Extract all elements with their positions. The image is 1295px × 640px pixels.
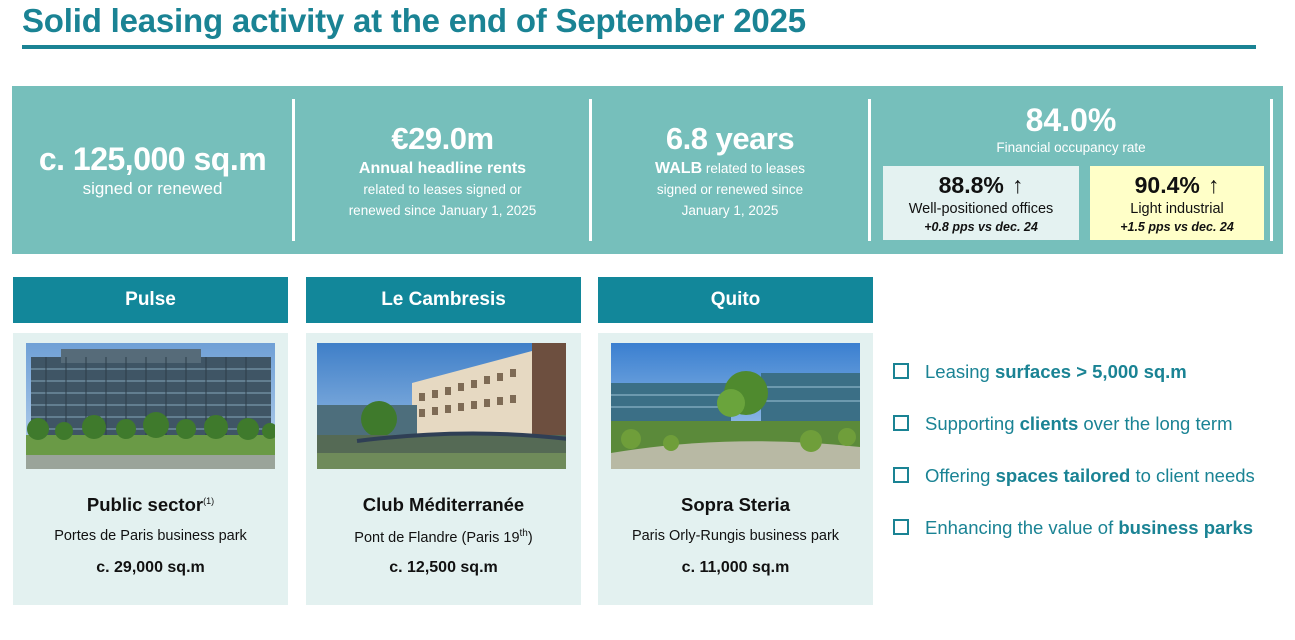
card-area-quito: c. 11,000 sq.m [681, 559, 790, 576]
card-location-pulse: Portes de Paris business park [54, 528, 247, 544]
subkpi-offices [883, 166, 1079, 240]
list-item [893, 360, 1255, 412]
kpi-rents-line1: related to leases signed or [363, 181, 522, 197]
checkbox-square-icon [893, 363, 909, 379]
highlights-list [893, 360, 1255, 568]
list-item [893, 516, 1255, 568]
footnote-marker: (1) [203, 495, 215, 506]
kpi-surface-value: c. 125,000 sq.m [38, 141, 267, 177]
card-location-suffix: th [519, 528, 528, 539]
card-tenant-le-cambresis: Club Méditerranée [362, 494, 525, 515]
card-header-le-cambresis: Le Cambresis [306, 277, 581, 323]
subkpi-industrial [1090, 166, 1264, 240]
kpi-walb-line1: related to leases [702, 160, 805, 176]
kpi-walb-title: WALB [655, 159, 703, 177]
kpi-surface-label: signed or renewed [82, 179, 223, 198]
card-location-quito: Paris Orly-Rungis business park [631, 528, 840, 544]
subkpi-offices-label: Well-positioned offices [908, 200, 1054, 217]
kpi-walb [592, 86, 868, 254]
card-le-cambresis [306, 333, 581, 605]
bullet-text-end: over the long term [1078, 413, 1233, 434]
kpi-band [12, 86, 1283, 254]
building-photo-le-cambresis [317, 343, 566, 469]
bullet-emphasis: clients [1019, 413, 1079, 434]
card-area-le-cambresis: c. 12,500 sq.m [389, 559, 498, 576]
bullet-emphasis: spaces tailored [995, 465, 1131, 486]
kpi-rents-line2: renewed since January 1, 2025 [348, 202, 537, 218]
list-item [893, 464, 1255, 516]
kpi-surface [12, 86, 293, 254]
card-area-pulse: c. 29,000 sq.m [96, 559, 205, 576]
card-location-le-cambresis: Pont de Flandre (Paris 19 [354, 529, 520, 546]
page-title: Solid leasing activity at the end of September 2025 [22, 2, 806, 39]
bullet-emphasis: surfaces > 5,000 sq.m [994, 361, 1187, 382]
subkpi-industrial-value: 90.4% [1134, 171, 1200, 198]
bullet-text: Enhancing the value of [925, 517, 1119, 538]
kpi-walb-value: 6.8 years [665, 120, 795, 156]
kpi-rents-value: €29.0m [391, 120, 494, 156]
card-quito [598, 333, 873, 605]
bullet-text: Supporting [925, 413, 1020, 434]
checkbox-square-icon [893, 467, 909, 483]
kpi-rents-title: Annual headline rents [358, 159, 527, 177]
bullet-text: Leasing [925, 361, 995, 382]
bullet-text: Offering [925, 465, 996, 486]
kpi-occupancy-value: 84.0% [1025, 102, 1117, 138]
card-pulse [13, 333, 288, 605]
title-underline [22, 45, 1256, 49]
bullet-text-end: to client needs [1130, 465, 1255, 486]
kpi-divider [1270, 99, 1273, 241]
card-header-pulse: Pulse [13, 277, 288, 323]
subkpi-industrial-delta: +1.5 pps vs dec. 24 [1120, 219, 1234, 234]
kpi-occupancy-label: Financial occupancy rate [996, 140, 1146, 155]
building-photo-quito [611, 343, 860, 469]
kpi-walb-line2: signed or renewed since [656, 181, 804, 197]
arrow-up-icon: ↑ [1011, 171, 1024, 198]
subkpi-industrial-label: Light industrial [1130, 200, 1224, 217]
bullet-emphasis: business parks [1118, 517, 1254, 538]
checkbox-square-icon [893, 519, 909, 535]
card-header-quito: Quito [598, 277, 873, 323]
card-tenant-quito: Sopra Steria [681, 494, 790, 515]
building-photo-pulse [26, 343, 275, 469]
subkpi-offices-delta: +0.8 pps vs dec. 24 [924, 219, 1038, 234]
list-item [893, 412, 1255, 464]
kpi-walb-line3: January 1, 2025 [681, 202, 779, 218]
kpi-rents [295, 86, 590, 254]
arrow-up-icon: ↑ [1207, 171, 1220, 198]
subkpi-offices-value: 88.8% [938, 171, 1004, 198]
card-location-close: ) [527, 529, 533, 546]
card-tenant-pulse: Public sector [86, 494, 204, 515]
checkbox-square-icon [893, 415, 909, 431]
